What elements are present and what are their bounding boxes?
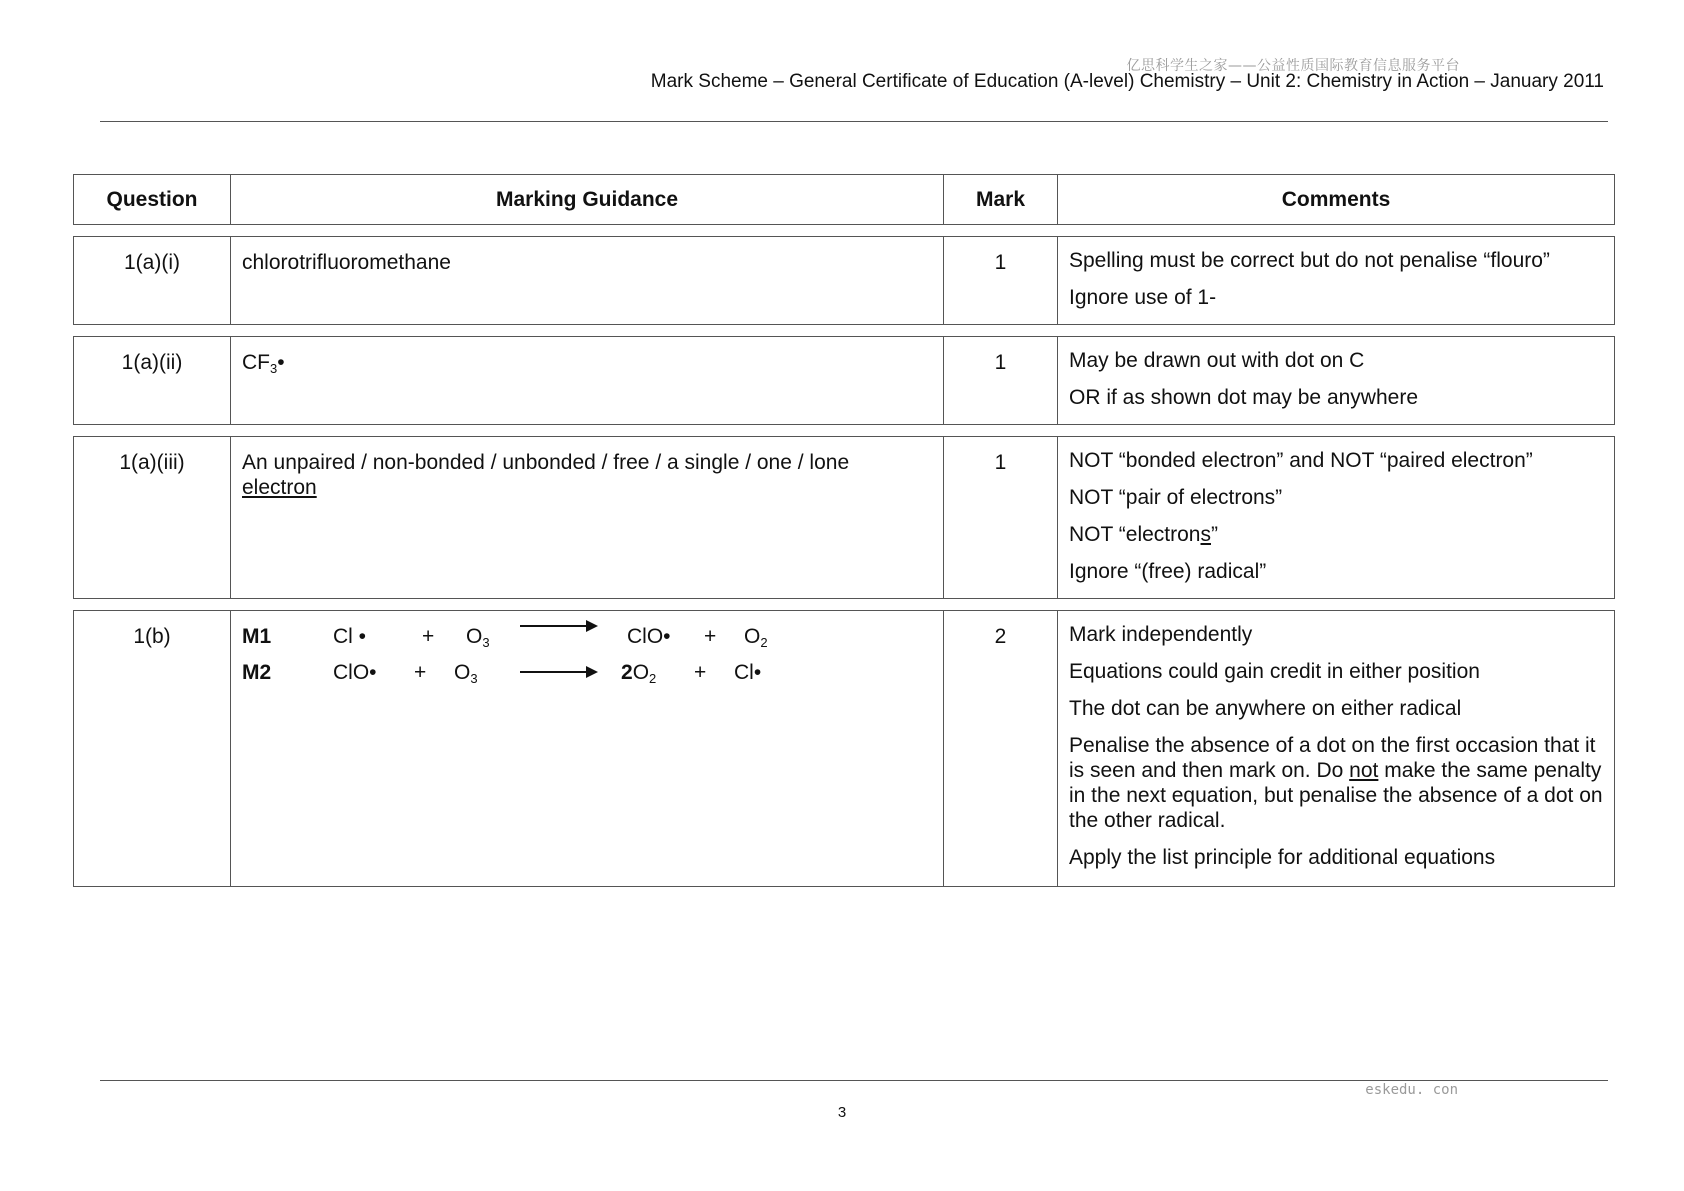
- marking-guidance: [231, 337, 944, 425]
- column-header-comments: Comments: [1058, 175, 1615, 225]
- equation-m2: [242, 660, 932, 696]
- marking-guidance: chlorotrifluoromethane: [231, 237, 944, 325]
- comment-underlined: not: [1349, 759, 1379, 782]
- document-header-title: Mark Scheme – General Certificate of Education (A-level) Chemistry – Unit 2: Chemistry in Action – January 2011: [650, 71, 1604, 92]
- comment-line: OR if as shown dot may be anywhere: [1069, 386, 1419, 409]
- question-number: 1(a)(i): [74, 237, 231, 325]
- column-header-mark: Mark: [944, 175, 1058, 225]
- reaction-arrow-icon: [520, 614, 598, 639]
- product: ClO•: [627, 625, 671, 648]
- comment-line: Mark independently: [1069, 623, 1253, 646]
- marking-guidance: [231, 611, 944, 887]
- comment-line: [1069, 733, 1603, 833]
- marking-guidance: [231, 437, 944, 599]
- comment-line: NOT “bonded electron” and NOT “paired electron”: [1069, 449, 1533, 472]
- comments-cell: [1058, 437, 1615, 599]
- footer-rule: [100, 1080, 1608, 1081]
- plus-sign: +: [414, 661, 427, 684]
- comment-line: [1069, 522, 1603, 547]
- reactant: Cl •: [333, 625, 367, 648]
- reaction-arrow-icon: [520, 660, 598, 685]
- comment-line: NOT “pair of electrons”: [1069, 486, 1283, 509]
- plus-sign: +: [422, 625, 435, 648]
- reactant: ClO•: [333, 661, 377, 684]
- comment-line: Ignore use of 1-: [1069, 286, 1217, 309]
- radical-dot: •: [277, 351, 285, 374]
- comment-line: Apply the list principle for additional equations: [1069, 846, 1496, 869]
- guidance-line-underlined: electron: [242, 476, 317, 499]
- formula-text: CF: [242, 351, 270, 374]
- table-row: [73, 236, 1615, 325]
- question-number: 1(b): [74, 611, 231, 887]
- reactant: $O_3$: [466, 625, 490, 650]
- table-row: [73, 336, 1615, 425]
- question-number: 1(a)(iii): [74, 437, 231, 599]
- comment-text: Penalise the absence of a dot on the first occasion that it is seen and then mark on. Do: [1069, 734, 1596, 782]
- plus-sign: +: [694, 661, 707, 684]
- comment-underlined: s: [1200, 523, 1211, 546]
- column-header-question: Question: [74, 175, 231, 225]
- comment-line: Equations could gain credit in either position: [1069, 660, 1480, 683]
- watermark-bottom: eskedu. con: [1365, 1082, 1458, 1098]
- table-row: [73, 610, 1615, 887]
- comment-text: NOT “electron: [1069, 523, 1201, 546]
- table-row: [73, 436, 1615, 599]
- comments-cell: [1058, 337, 1615, 425]
- product: $O_2$: [744, 625, 768, 650]
- product: Cl•: [734, 661, 762, 684]
- comments-cell: [1058, 611, 1615, 887]
- comment-text: ”: [1211, 523, 1218, 546]
- header-rule: [100, 121, 1608, 122]
- comment-line: Ignore “(free) radical”: [1069, 560, 1267, 583]
- watermark-top: 亿思科学生之家——公益性质国际教育信息服务平台: [1126, 58, 1460, 74]
- table-header: [73, 174, 1615, 225]
- page-number: 3: [837, 1104, 847, 1121]
- plus-sign: +: [704, 625, 717, 648]
- equation-label: M1: [242, 625, 272, 648]
- mark-value: 1: [944, 237, 1058, 325]
- equation-label: M2: [242, 661, 272, 684]
- mark-value: 1: [944, 437, 1058, 599]
- comment-line: Spelling must be correct but do not penalise “flouro”: [1069, 249, 1550, 272]
- column-header-guidance: Marking Guidance: [231, 175, 944, 225]
- reactant: $O_3$: [454, 661, 478, 686]
- mark-value: 2: [944, 611, 1058, 887]
- comment-line: May be drawn out with dot on C: [1069, 349, 1365, 372]
- comment-text: make the same penalty in the next equation, but penalise the absence of a dot on the other radical.: [1069, 759, 1603, 832]
- comments-cell: [1058, 237, 1615, 325]
- question-number: 1(a)(ii): [74, 337, 231, 425]
- formula-subscript: 3: [270, 361, 278, 376]
- product: $2O_2$: [621, 661, 657, 686]
- mark-value: 1: [944, 337, 1058, 425]
- comment-line: The dot can be anywhere on either radical: [1069, 697, 1462, 720]
- equation-m1: [242, 624, 932, 660]
- guidance-line: An unpaired / non-bonded / unbonded / free / a single / one / lone: [242, 451, 850, 474]
